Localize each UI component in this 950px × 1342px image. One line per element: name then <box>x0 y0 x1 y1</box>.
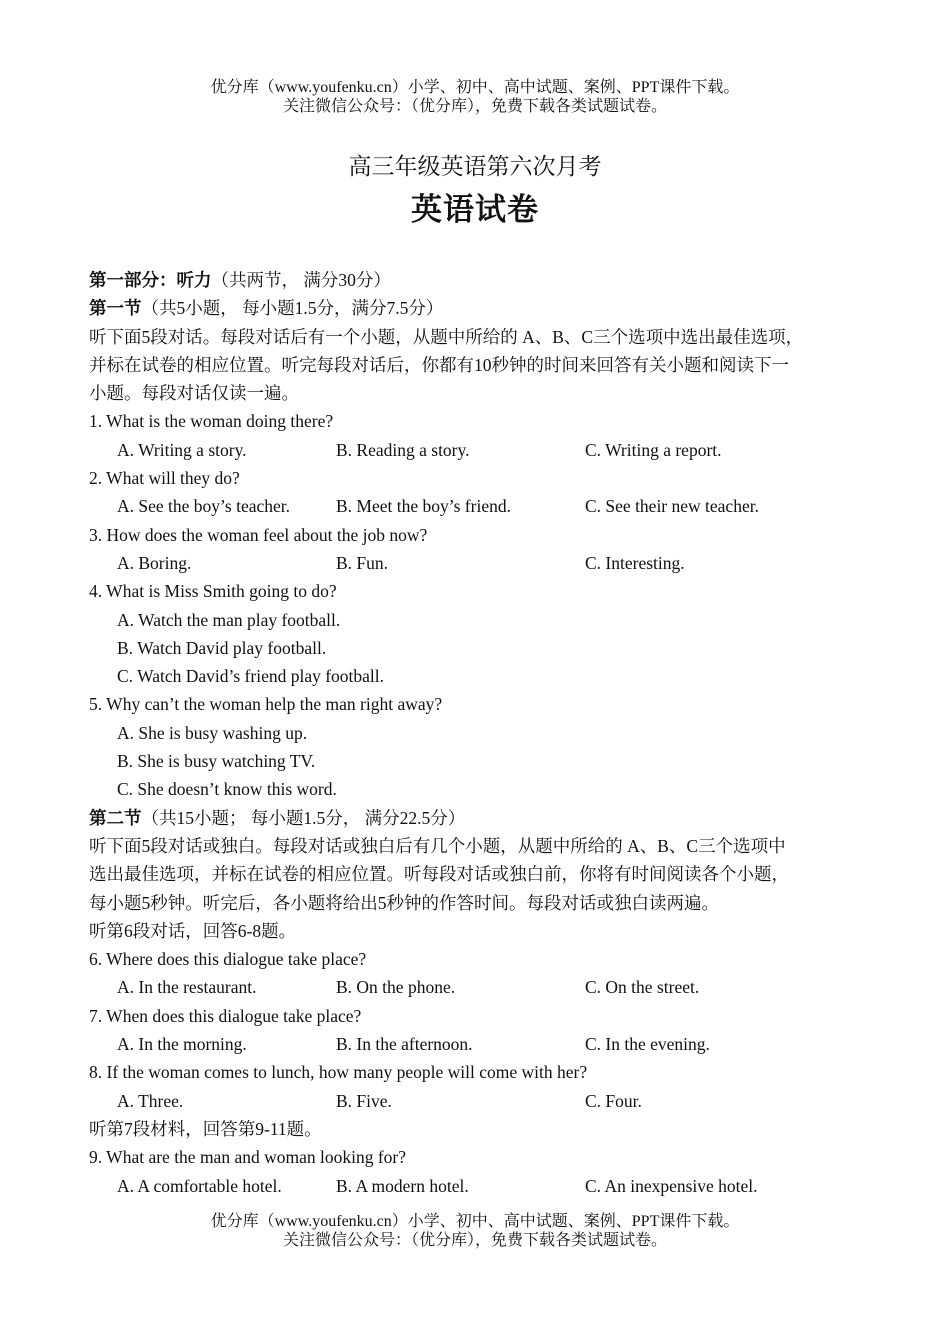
exam-content <box>89 266 879 1200</box>
question-3: 3. How does the woman feel about the job now? <box>89 524 428 545</box>
option-b: B. In the afternoon. <box>336 1034 473 1055</box>
option-a: A. In the restaurant. <box>117 977 257 998</box>
question-7: 7. When does this dialogue take place? <box>89 1005 362 1026</box>
option-a: A. Boring. <box>117 552 192 573</box>
question-3-options <box>89 549 879 577</box>
option-c: C. In the evening. <box>585 1034 710 1055</box>
section1-instruction-line: 小题。每段对话仅读一遍。 <box>89 383 299 404</box>
part1-heading: 第一部分：听力（共两节， 满分30分） <box>89 270 391 290</box>
question-1-options <box>89 436 879 464</box>
option-c: C. Four. <box>585 1090 642 1111</box>
option-b: B. A modern hotel. <box>336 1175 469 1196</box>
exam-title: 英语试卷 <box>411 192 539 227</box>
option-b: B. Five. <box>336 1090 392 1111</box>
option-a: A. Watch the man play football. <box>117 609 341 630</box>
question-9: 9. What are the man and woman looking for? <box>89 1147 407 1168</box>
question-5: 5. Why can’t the woman help the man right away? <box>89 694 443 715</box>
dialogue-6-intro: 听第6段对话，回答6-8题。 <box>89 920 297 941</box>
footer-line-2: 关注微信公众号：（优分库），免费下载各类试题试卷。 <box>282 1232 667 1249</box>
option-c: C. Interesting. <box>585 552 685 573</box>
page-footer <box>0 1212 950 1250</box>
footer-line-1: 优分库（www.youfenku.cn）小学、初中、高中试题、案例、PPT课件下载。 <box>210 1213 740 1230</box>
question-6: 6. Where does this dialogue take place? <box>89 949 367 970</box>
dialogue-7-intro: 听第7段材料，回答第9-11题。 <box>89 1118 322 1139</box>
exam-subtitle: 高三年级英语第六次月考 <box>348 154 602 179</box>
option-b: B. Watch David play football. <box>117 637 327 658</box>
section1-instruction-line: 并标在试卷的相应位置。听完每段对话后，你都有10秒钟的时间来回答有关小题和阅读下一 <box>89 354 789 375</box>
option-b: B. On the phone. <box>336 977 456 998</box>
question-2-options <box>89 492 879 520</box>
header-line-1: 优分库（www.youfenku.cn）小学、初中、高中试题、案例、PPT课件下载。 <box>210 79 740 96</box>
option-a: A. Three. <box>117 1090 184 1111</box>
option-a: A. A comfortable hotel. <box>117 1175 282 1196</box>
option-c: C. Writing a report. <box>585 439 722 460</box>
option-c: C. On the street. <box>585 977 700 998</box>
option-b: B. Fun. <box>336 552 389 573</box>
section2-instruction-line: 听下面5段对话或独白。每段对话或独白后有几个小题，从题中所给的 A、B、C三个选项中 <box>89 835 786 856</box>
option-c: C. See their new teacher. <box>585 496 759 517</box>
question-7-options <box>89 1030 879 1058</box>
page-header <box>0 78 950 116</box>
option-a: A. She is busy washing up. <box>117 722 308 743</box>
option-c: C. She doesn’t know this word. <box>117 779 337 800</box>
option-c: C. Watch David’s friend play football. <box>117 666 385 687</box>
option-b: B. Meet the boy’s friend. <box>336 496 511 517</box>
option-a: A. In the morning. <box>117 1034 247 1055</box>
section1-instruction-line: 听下面5段对话。每段对话后有一个小题，从题中所给的 A、B、C三个选项中选出最佳选项， <box>89 326 804 347</box>
option-c: C. An inexpensive hotel. <box>585 1175 758 1196</box>
option-a: A. Writing a story. <box>117 439 247 460</box>
question-8: 8. If the woman comes to lunch, how many people will come with her? <box>89 1062 588 1083</box>
question-4: 4. What is Miss Smith going to do? <box>89 581 337 602</box>
question-1: 1. What is the woman doing there? <box>89 411 334 432</box>
section1-heading: 第一节（共5小题， 每小题1.5分，满分7.5分） <box>89 298 444 319</box>
section2-instruction-line: 选出最佳选项，并标在试卷的相应位置。听每段对话或独白前，你将有时间阅读各个小题， <box>89 864 789 885</box>
question-8-options <box>89 1087 879 1115</box>
question-6-options <box>89 973 879 1001</box>
section2-instruction-line: 每小题5秒钟。听完后，各小题将给出5秒钟的作答时间。每段对话或独白读两遍。 <box>89 892 719 913</box>
option-b: B. She is busy watching TV. <box>117 751 316 772</box>
question-9-options <box>89 1172 879 1200</box>
question-2: 2. What will they do? <box>89 468 240 489</box>
header-line-2: 关注微信公众号：（优分库），免费下载各类试题试卷。 <box>282 98 667 115</box>
section2-heading: 第二节（共15小题； 每小题1.5分， 满分22.5分） <box>89 807 466 828</box>
option-b: B. Reading a story. <box>336 439 470 460</box>
option-a: A. See the boy’s teacher. <box>117 496 291 517</box>
